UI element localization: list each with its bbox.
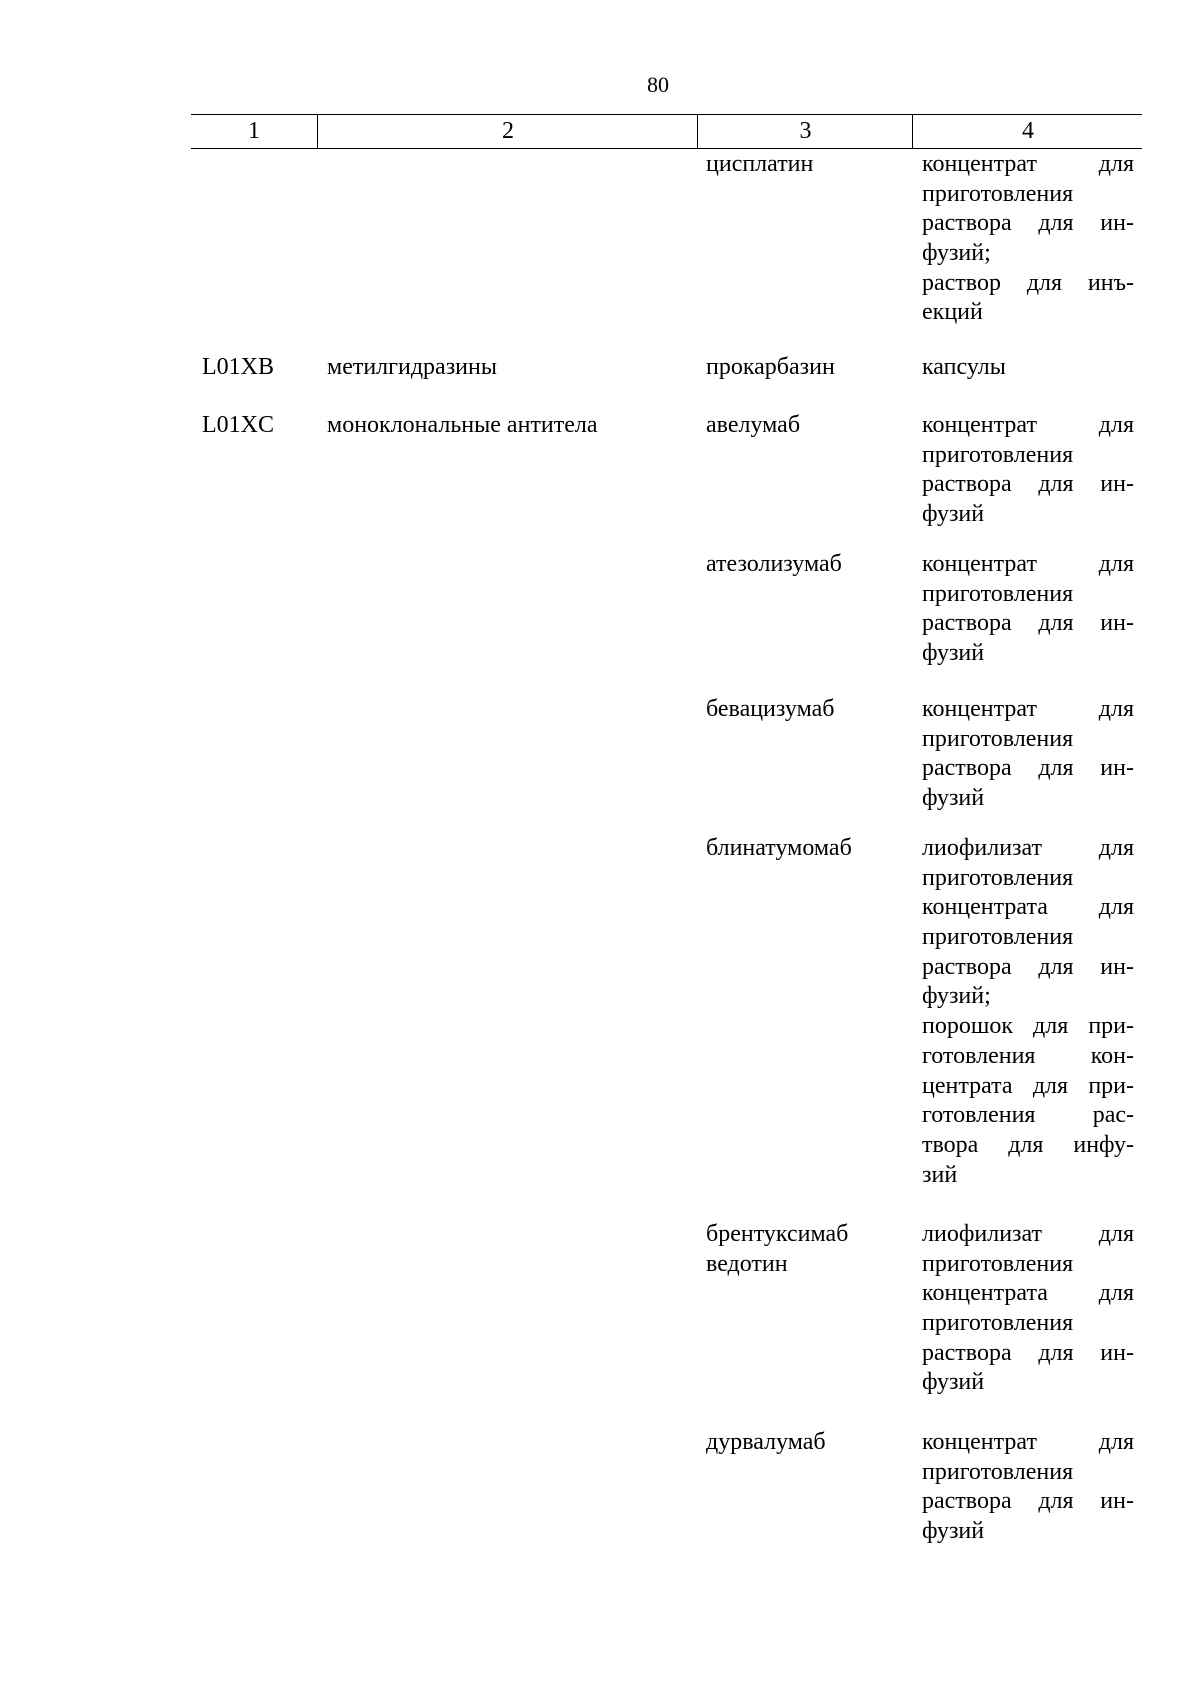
dosage-form-line: готовления кон-: [922, 1042, 1134, 1069]
dosage-form-line: приготовления: [922, 864, 1074, 891]
dosage-form-line: приготовления: [922, 441, 1074, 468]
dosage-form-line: екций: [922, 299, 983, 326]
drug-name-cell: [706, 1220, 906, 1279]
dosage-form-line: фузий: [922, 1518, 985, 1545]
dosage-form-line: раствор для инъ-: [922, 269, 1134, 296]
dosage-form-line: концентрат для: [922, 412, 1134, 438]
drug-name-cell: [706, 695, 906, 725]
dosage-form-line: лиофилизат для: [922, 835, 1134, 861]
drug-name-cell: [706, 353, 906, 383]
dosage-form-line: раствора для ин-: [922, 210, 1134, 237]
dosage-form-line: приготовления: [922, 725, 1074, 752]
drug-name-line: дурвалумаб: [706, 1429, 826, 1455]
header-col-1: 1: [248, 118, 260, 144]
dosage-form-line: концентрат для: [922, 696, 1134, 722]
atc-code-cell: L01XC: [202, 412, 274, 438]
drug-name-line: атезолизумаб: [706, 551, 842, 577]
table-header: [191, 114, 1142, 149]
dosage-form-line: фузий: [922, 640, 985, 667]
dosage-form-line: раствора для ин-: [922, 471, 1134, 498]
page-number: 80: [647, 72, 669, 97]
dosage-form-line: фузий: [922, 1369, 985, 1396]
dosage-form-line: готовления рас-: [922, 1102, 1134, 1129]
drug-name-line: ведотин: [706, 1250, 788, 1277]
drug-name-line: цисплатин: [706, 151, 814, 177]
dosage-form-line: капсулы: [922, 354, 1006, 380]
dosage-form-cell: [922, 834, 1134, 1190]
dosage-form-line: приготовления: [922, 580, 1074, 607]
header-col-4: 4: [912, 115, 1143, 148]
drug-name-cell: [706, 1428, 906, 1458]
dosage-form-cell: [922, 411, 1134, 530]
dosage-form-cell: [922, 150, 1134, 328]
dosage-form-cell: [922, 1428, 1134, 1547]
dosage-form-cell: [922, 1220, 1134, 1398]
dosage-form-line: приготовления: [922, 1458, 1074, 1485]
dosage-form-line: порошок для при-: [922, 1013, 1134, 1040]
dosage-form-line: фузий: [922, 785, 985, 812]
dosage-form-line: фузий: [922, 501, 985, 528]
dosage-form-line: фузий;: [922, 983, 991, 1010]
drug-name-cell: [706, 411, 906, 441]
dosage-form-line: концентрата для: [922, 1280, 1134, 1307]
dosage-form-line: раствора для ин-: [922, 1488, 1134, 1515]
dosage-form-line: твора для инфу-: [922, 1131, 1134, 1158]
dosage-form-line: концентрат для: [922, 551, 1134, 577]
dosage-form-line: раствора для ин-: [922, 953, 1134, 980]
drug-name-line: блинатумомаб: [706, 835, 852, 861]
dosage-form-line: приготовления: [922, 1250, 1074, 1277]
drug-name-cell: [706, 834, 906, 864]
dosage-form-line: концентрат для: [922, 151, 1134, 177]
dosage-form-line: раствора для ин-: [922, 1339, 1134, 1366]
dosage-form-line: приготовления: [922, 924, 1074, 951]
header-col-3: 3: [697, 115, 913, 148]
dosage-form-line: фузий;: [922, 240, 991, 267]
drug-name-line: прокарбазин: [706, 354, 835, 380]
dosage-form-line: приготовления: [922, 1310, 1074, 1337]
dosage-form-line: концентрата для: [922, 894, 1134, 921]
drug-name-line: авелумаб: [706, 412, 801, 438]
drug-name-cell: [706, 550, 906, 580]
dosage-form-line: лиофилизат для: [922, 1221, 1134, 1247]
drug-name-cell: [706, 150, 906, 180]
drug-name-line: брентуксимаб: [706, 1221, 849, 1247]
dosage-form-cell: [922, 695, 1134, 814]
dosage-form-line: раствора для ин-: [922, 610, 1134, 637]
drug-name-line: бевацизумаб: [706, 696, 835, 722]
dosage-form-cell: [922, 550, 1134, 669]
header-col-2: 2: [317, 115, 698, 148]
dosage-form-line: зий: [922, 1161, 958, 1188]
drug-group-cell: моноклональные антитела: [327, 412, 598, 438]
atc-code-cell: L01XB: [202, 354, 274, 380]
dosage-form-line: раствора для ин-: [922, 755, 1134, 782]
dosage-form-line: приготовления: [922, 180, 1074, 207]
dosage-form-cell: [922, 353, 1134, 383]
dosage-form-line: концентрат для: [922, 1429, 1134, 1455]
drug-group-cell: метилгидразины: [327, 354, 497, 380]
dosage-form-line: центрата для при-: [922, 1072, 1134, 1099]
